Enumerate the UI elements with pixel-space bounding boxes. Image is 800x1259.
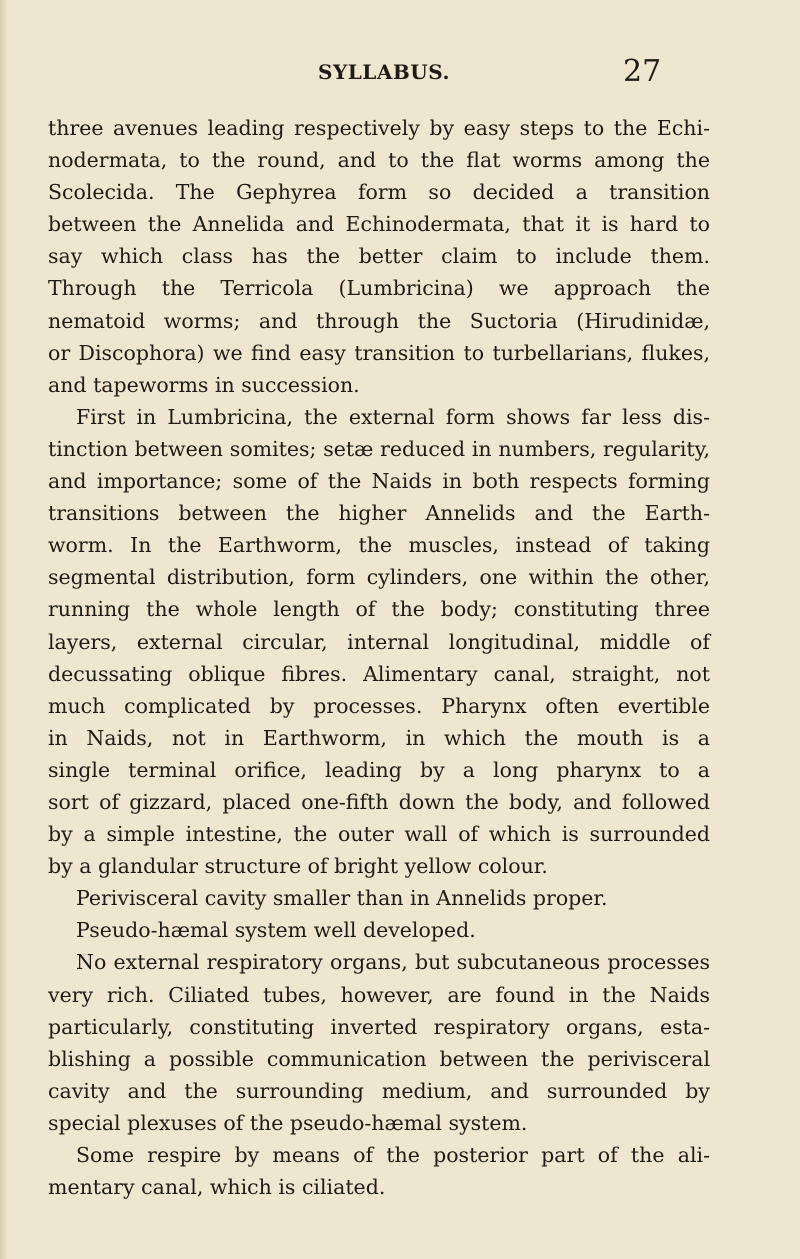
text-line: Pseudo-hæmal system well developed. — [76, 918, 476, 943]
text-line: nematoid worms; and through the Suctoria (Hirudinidæ, — [48, 308, 710, 333]
text-line: blishing a possible communication between the perivisceral — [48, 1046, 710, 1071]
text-line: tinction between somites; setæ reduced in numbers, regularity, — [48, 436, 710, 461]
text-line: by a simple intestine, the outer wall of which is surrounded — [48, 822, 710, 847]
text-line: or Discophora) we find easy transition to turbellarians, flukes, — [48, 340, 710, 365]
body-text — [48, 112, 710, 1203]
text-line: by a glandular structure of bright yellow colour. — [48, 854, 548, 879]
text-line: Perivisceral cavity smaller than in Annelids proper. — [76, 886, 608, 911]
text-line: Some respire by means of the posterior part of the ali- — [76, 1143, 710, 1167]
text-line: particularly, constituting inverted respiratory organs, esta- — [48, 1014, 710, 1039]
text-line: say which class has the better claim to include them. — [48, 244, 710, 269]
page-gutter-shadow — [0, 0, 8, 1259]
text-line: running the whole length of the body; constituting three — [48, 597, 710, 622]
text-line: segmental distribution, form cylinders, one within the other, — [48, 565, 710, 590]
page-number: 27 — [623, 54, 662, 89]
text-line: single terminal orifice, leading by a long pharynx to a — [48, 757, 710, 782]
text-line: No external respiratory organs, but subcutaneous processes — [76, 950, 710, 975]
text-line: and tapeworms in succession. — [48, 372, 360, 397]
page-header — [0, 54, 800, 94]
text-line: nodermata, to the round, and to the flat worms among the — [48, 148, 710, 173]
text-line: layers, external circular, internal longitudinal, middle of — [48, 629, 710, 654]
text-line: three avenues leading respectively by easy steps to the Echi- — [48, 116, 710, 140]
text-line: and importance; some of the Naids in both respects forming — [48, 469, 710, 494]
text-line: mentary canal, which is ciliated. — [48, 1175, 386, 1200]
text-line: transitions between the higher Annelids and the Earth- — [48, 501, 710, 526]
text-line: Scolecida. The Gephyrea form so decided a transition — [48, 180, 710, 205]
text-line: sort of gizzard, placed one-fifth down the body, and followed — [48, 789, 710, 814]
text-line: Through the Terricola (Lumbricina) we approach the — [48, 276, 710, 301]
text-line: very rich. Ciliated tubes, however, are found in the Naids — [48, 982, 710, 1007]
text-line: in Naids, not in Earthworm, in which the mouth is a — [48, 725, 710, 750]
text-line: much complicated by processes. Pharynx often evertible — [48, 693, 710, 718]
running-head: SYLLABUS. — [318, 60, 450, 84]
text-line: special plexuses of the pseudo-hæmal system. — [48, 1110, 528, 1135]
text-line: cavity and the surrounding medium, and surrounded by — [48, 1078, 710, 1103]
text-line: First in Lumbricina, the external form shows far less dis- — [76, 404, 710, 429]
text-line: decussating oblique fibres. Alimentary canal, straight, not — [48, 661, 710, 686]
text-line: between the Annelida and Echinodermata, that it is hard to — [48, 212, 710, 237]
text-line: worm. In the Earthworm, the muscles, instead of taking — [48, 533, 710, 558]
